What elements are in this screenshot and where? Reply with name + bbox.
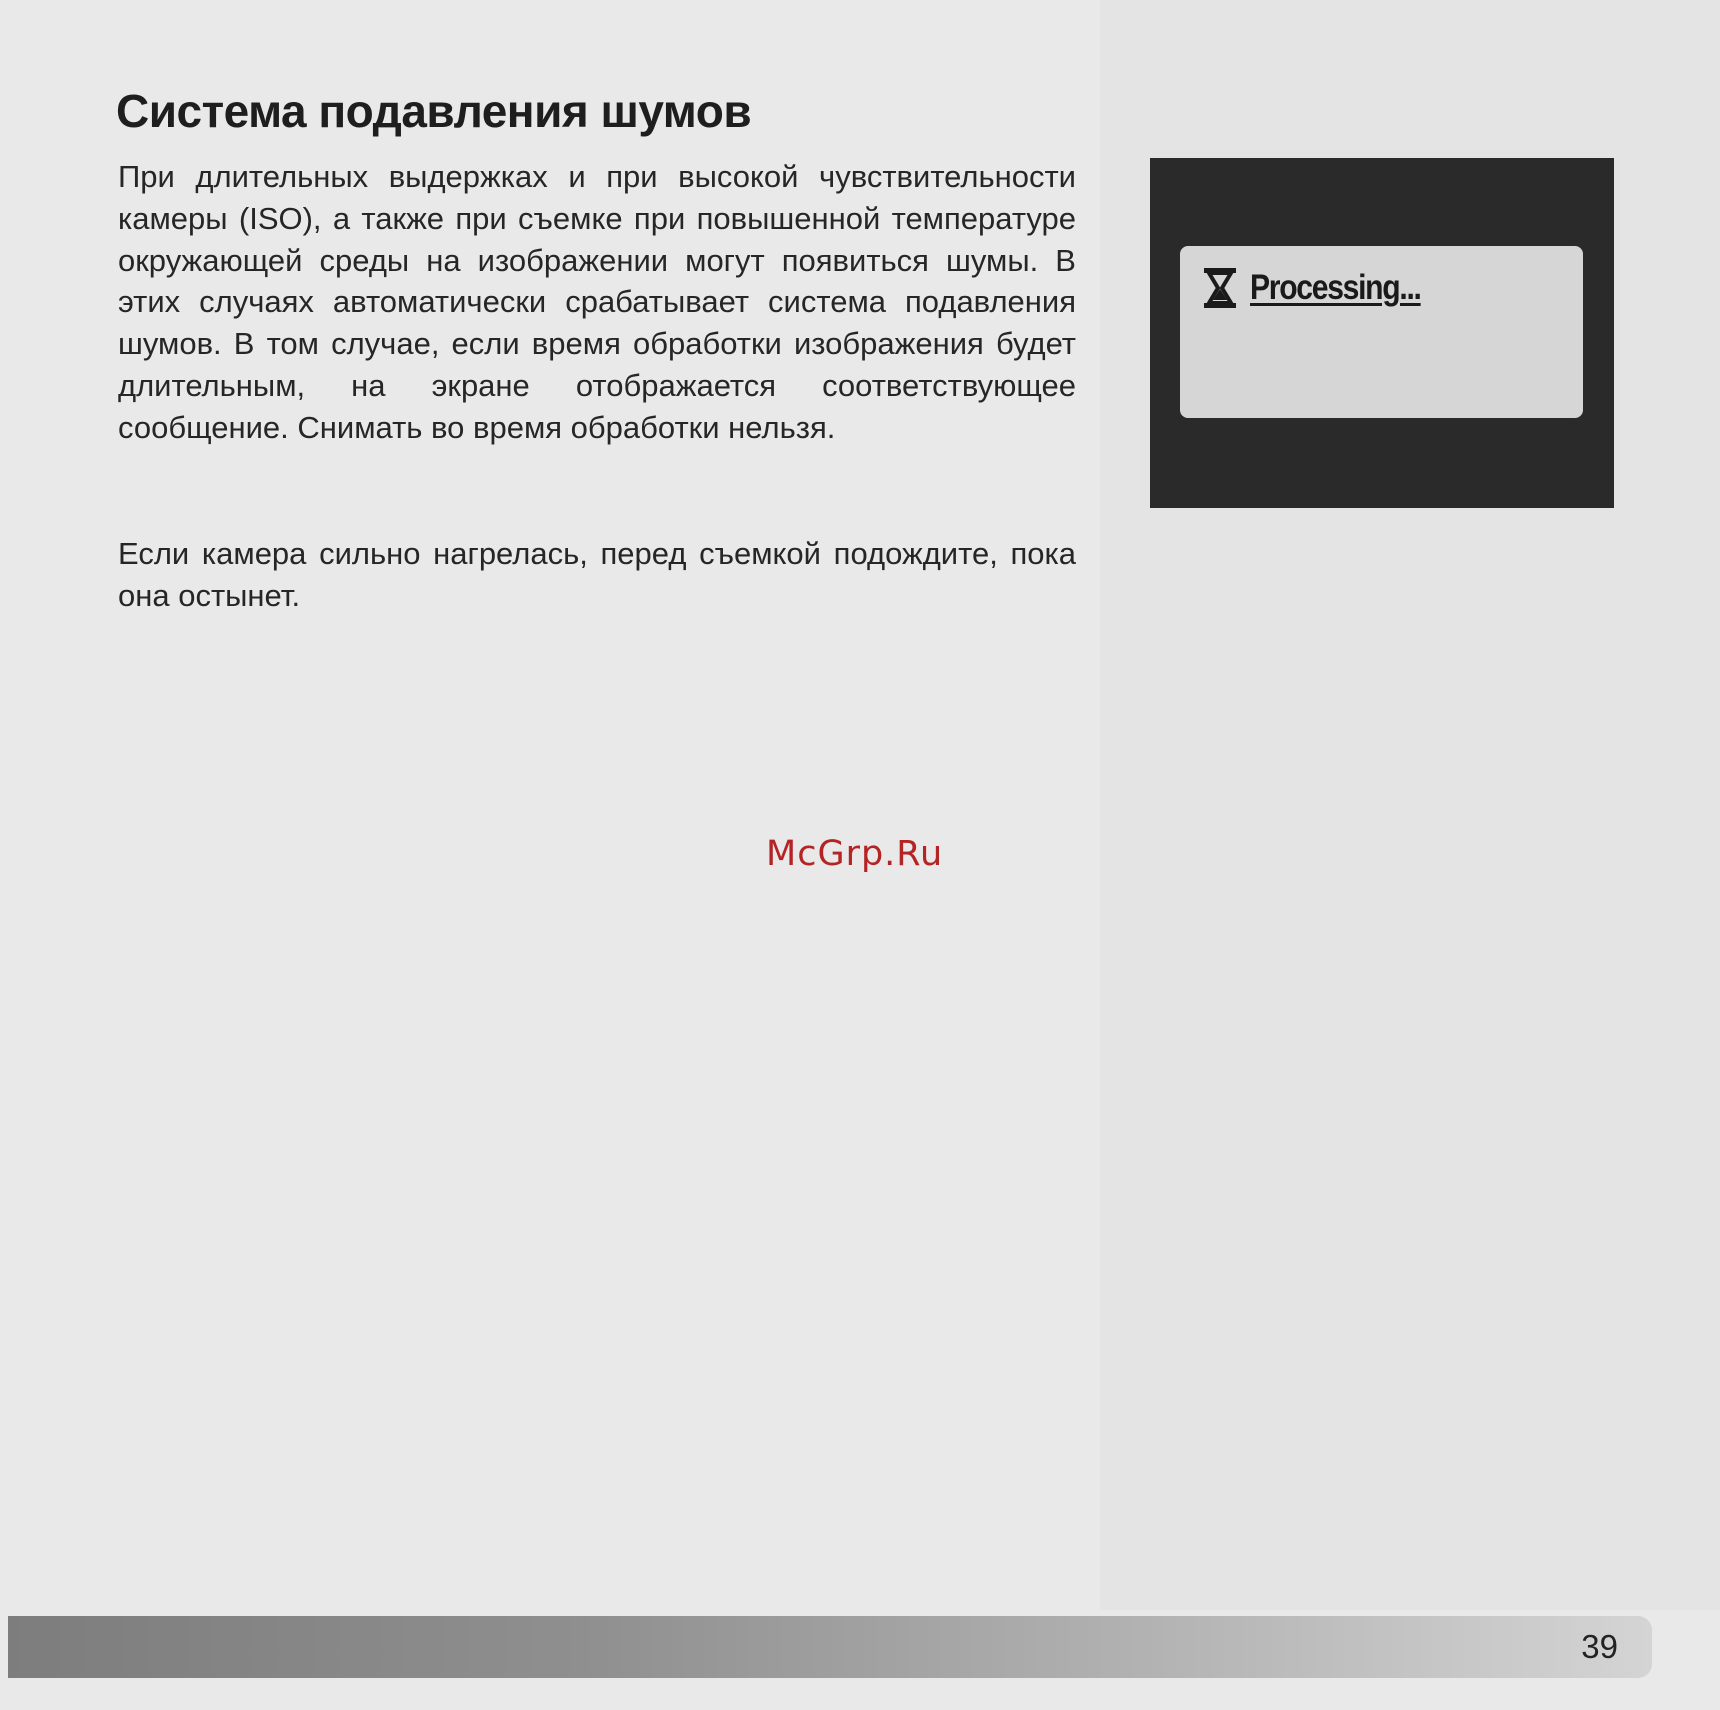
body-paragraph-2: Если камера сильно нагрелась, перед съемкой подождите, пока она остынет.: [118, 536, 1076, 613]
hourglass-icon: [1202, 266, 1238, 310]
camera-screen-illustration: [1150, 158, 1614, 508]
watermark: McGrp.Ru: [766, 834, 944, 874]
body-paragraph-1: При длительных выдержках и при высокой чувствительности камеры (ISO), а также при съемке при повышенной температуре окружающей среды на изображении могут появиться шумы. В этих случаях автоматически срабатывает система подавления шумов. В том случае, если время обработки изображения будет длительным, на экране отображается соответствующее сообщение. Снимать во время обработки нельзя.: [118, 159, 1076, 445]
processing-message-panel: [1180, 246, 1583, 418]
processing-text: Processing...: [1250, 268, 1421, 307]
page-title: Система подавления шумов: [116, 85, 752, 137]
footer-bar: [8, 1616, 1652, 1678]
page-number: 39: [1581, 1628, 1618, 1665]
